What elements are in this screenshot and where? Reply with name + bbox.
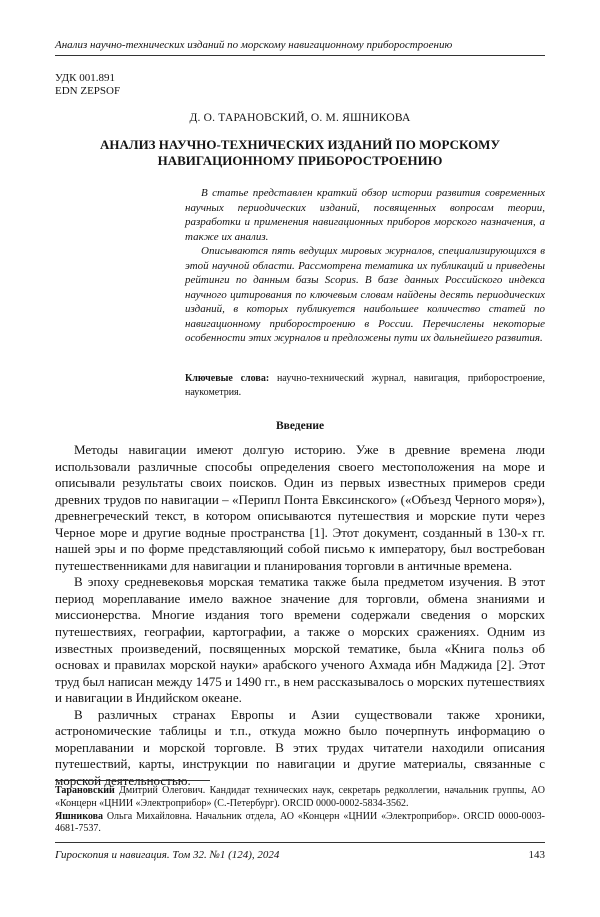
header-rule	[55, 55, 545, 56]
footnote	[55, 785, 545, 811]
journal-citation: Гироскопия и навигация. Том 32. №1 (124), 2024	[55, 849, 280, 861]
footnote-rule	[55, 780, 210, 781]
running-header	[55, 38, 545, 52]
section-heading: Введение	[275, 420, 325, 432]
running-title: Анализ научно-технических изданий по морскому навигационному приборостроению	[55, 39, 453, 51]
article-authors: Д. О. ТАРАНОВСКИЙ, О. М. ЯШНИКОВА	[189, 112, 411, 124]
body-paragraph: В различных странах Европы и Азии существовали также хроники, астрономические таблицы и т.п., откуда можно было почерпнуть информацию о мореплавании и морской торговле. В этих трудах читатели находили описания путешествий, карты, инструкции по навигации и другие материалы, связанные с морской деятельностью.	[55, 706, 545, 788]
page-footer	[55, 848, 545, 862]
footnote	[55, 811, 545, 837]
abstract-paragraph: В статье представлен краткий обзор истории развития современных научных периодических изданий, посвященных вопросам теории, разработки и применения навигационных приборов морского назначения, а также их анализ.	[185, 187, 545, 243]
udk-code: УДК 001.891	[55, 72, 116, 84]
edn-code: EDN ZEPSOF	[55, 85, 121, 97]
article-meta	[55, 72, 120, 98]
footnote-author-name: Тарановский	[55, 785, 115, 796]
abstract	[185, 186, 545, 346]
body-text	[55, 442, 545, 789]
body-paragraph: Методы навигации имеют долгую историю. Уже в древние времена люди использовали различные способы определения своего местоположения на море и описывали результаты своих поисков. Один из первых известных примеров среди древних трудов по навигации – «Перипл Понта Евксинского» («Объезд Черного моря»), древнегреческий текст, в котором описываются путешествия и морские пути через Черное море и другие водные пространства [1]. Этот документ, созданный в 130-х гг. нашей эры и по форме представляющий собой письмо к императору, был востребован путешественниками для навигации и планирования торговли в античные времена.	[55, 442, 545, 573]
article-title: АНАЛИЗ НАУЧНО-ТЕХНИЧЕСКИХ ИЗДАНИЙ ПО МОРСКОМУ НАВИГАЦИОННОМУ ПРИБОРОСТРОЕНИЮ	[100, 137, 500, 168]
keywords-text: научно-технический журнал, навигация, приборостроение, наукометрия.	[185, 373, 545, 398]
footnote-author-name: Яшникова	[55, 810, 103, 822]
footer-rule	[55, 842, 545, 843]
abstract-paragraph: Описываются пять ведущих мировых журналов, специализирующихся в этой научной области. Рассмотрена тематика их публикаций и приведены рейтинги по данным базы Scopus. В базе данных Российского индекса научного цитирования по ключевым словам найдены десять периодических изданий, в которых публикуется наибольшее количество статей по навигационному приборостроению в России. Перечислены некоторые особенности этих журналов и предложены пути их дальнейшего развития.	[185, 245, 545, 344]
keywords-label: Ключевые слова:	[185, 373, 270, 384]
footnote-author-info: Ольга Михайловна. Начальник отдела, АО «Концерн «ЦНИИ «Электроприбор». ORCID 0000-0003-4681-7537.	[55, 810, 545, 835]
footnote-author-info: Дмитрий Олегович. Кандидат технических наук, секретарь редколлегии, начальник группы, АО «Концерн «ЦНИИ «Электроприбор» (С.-Петербург). ORCID 0000-0002-5834-3562.	[55, 785, 545, 809]
keywords	[185, 372, 545, 399]
author-footnotes	[55, 785, 545, 836]
page-number: 143	[528, 849, 545, 861]
body-paragraph: В эпоху средневековья морская тематика также была предметом изучения. В этот период мореплавание имело важное значение для торговли, обмена знаниями и миссионерства. Многие издания того времени содержали сведения о морских путешествиях, географии, картографии, а также о морских сражениях. Одним из известных произведений, посвященных морской тематике, была «Книга польз об основах и правилах морской науки» арабского ученого Ахмада ибн Маджида [2]. Этот труд был написан между 1475 и 1490 гг., в нем рассказывалось о морских путешествиях и навигации в Индийском океане.	[55, 574, 545, 706]
